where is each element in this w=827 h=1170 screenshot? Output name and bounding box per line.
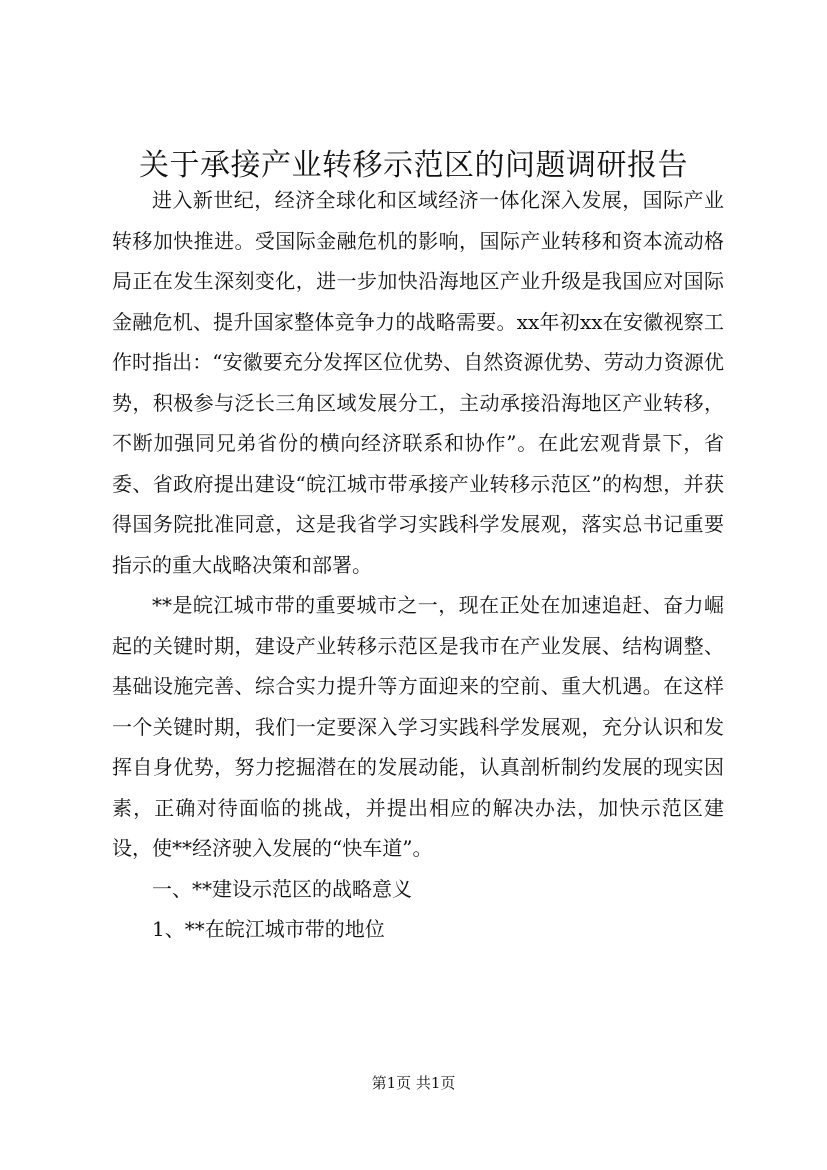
paragraph-opportunity: **是皖江城市带的重要城市之一，现在正处在加速追赶、奋力崛起的关键时期，建设产业转移示范区是我市在产业发展、结构调整、基础设施完善、综合实力提升等方面迎来的空前、重大机遇。在这样一个关键时期，我们一定要深入学习实践科学发展观，充分认识和发挥自身优势，努力挖掘潜在的发展动能，认真剖析制约发展的现实因素，正确对待面临的挑战，并提出相应的解决办法，加快示范区建设，使**经济驶入发展的“快车道”。	[112, 593, 724, 860]
document-title: 关于承接产业转移示范区的问题调研报告	[139, 148, 688, 183]
document-body	[112, 180, 724, 950]
subsection-heading: 1、**在皖江城市带的地位	[152, 917, 385, 941]
paragraph-intro: 进入新世纪，经济全球化和区域经济一体化深入发展，国际产业转移加快推进。受国际金融危机的影响，国际产业转移和资本流动格局正在发生深刻变化，进一步加快沿海地区产业升级是我国应对国际金融危机、提升国家整体竞争力的战略需要。xx年初xx在安徽视察工作时指出：“安徽要充分发挥区位优势、自然资源优势、劳动力资源优势，积极参与泛长三角区域发展分工，主动承接沿海地区产业转移，不断加强同兄弟省份的横向经济联系和协作”。在此宏观背景下，省委、省政府提出建设“皖江城市带承接产业转移示范区”的构想，并获得国务院批准同意，这是我省学习实践科学发展观，落实总书记重要指示的重大战略决策和部署。	[112, 188, 724, 577]
section-heading: 一、**建设示范区的战略意义	[152, 876, 412, 901]
page-number-footer: 第1页 共1页	[371, 1074, 456, 1092]
